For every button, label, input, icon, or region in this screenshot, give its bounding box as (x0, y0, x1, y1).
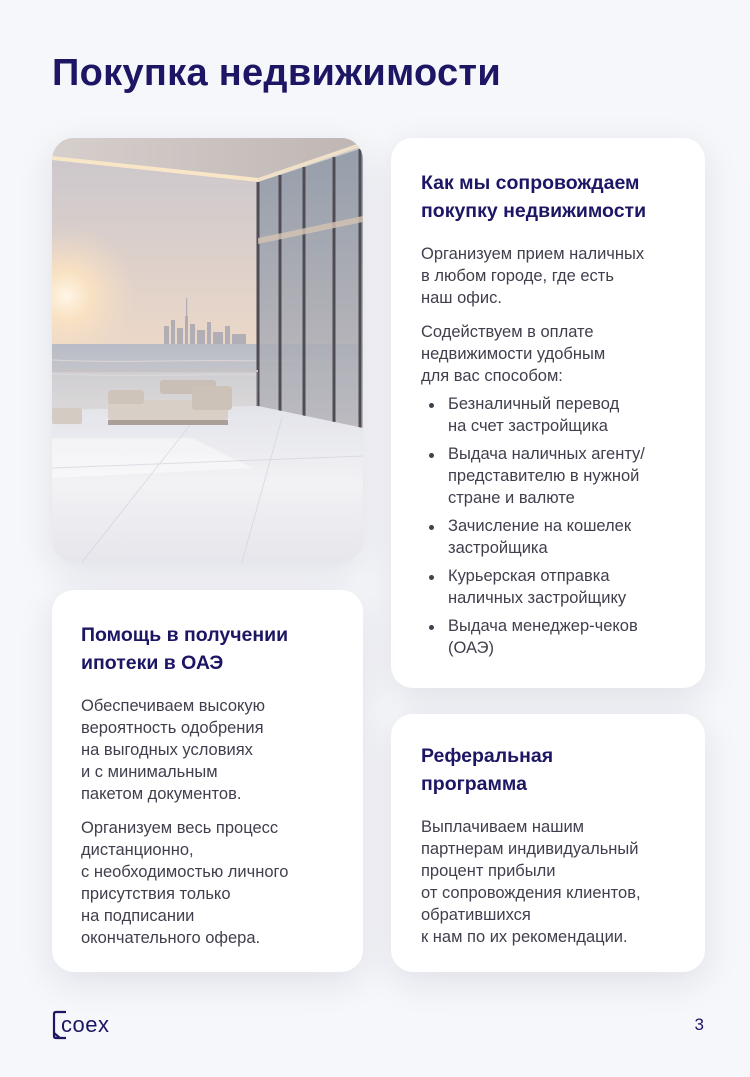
purchase-support-card (391, 138, 705, 688)
mortgage-assistance-card (52, 590, 363, 972)
list-item: Курьерская отправка наличных застройщику (421, 565, 681, 609)
card-paragraph: Обеспечиваем высокую вероятность одобрения на выгодных условиях и с минимальным пакетом документов. (81, 697, 266, 803)
bullet-icon (429, 625, 434, 630)
bullet-icon (429, 575, 434, 580)
card-paragraph: Выплачиваем нашим партнерам индивидуальный процент прибыли от сопровождения клиентов, обратившихся к нам по их рекомендации. (421, 818, 641, 946)
bullet-icon (429, 453, 434, 458)
page-number: 3 (694, 1015, 704, 1034)
card-title: Помощь в получении ипотеки в ОАЭ (81, 624, 289, 674)
card-paragraph: Содействуем в оплате недвижимости удобным для вас способом: (421, 323, 606, 385)
card-title: Реферальная программа (421, 745, 554, 795)
list-item: Безналичный перевод на счет застройщика (421, 393, 681, 437)
penthouse-photo (52, 138, 363, 562)
payment-methods-list (421, 393, 681, 659)
bullet-icon (429, 403, 434, 408)
referral-program-card (391, 714, 705, 972)
page-title: Покупка недвижимости (52, 52, 501, 94)
card-paragraph: Организуем весь процесс дистанционно, с необходимостью личного присутствия только на подписании окончательного офера. (81, 819, 289, 947)
logo-text: coex (61, 1012, 110, 1037)
bullet-icon (429, 525, 434, 530)
card-title: Как мы сопровождаем покупку недвижимости (421, 172, 647, 222)
list-item: Зачисление на кошелек застройщика (421, 515, 681, 559)
list-item: Выдача наличных агенту/ представителю в нужной стране и валюте (421, 443, 681, 509)
list-item: Выдача менеджер-чеков (ОАЭ) (421, 615, 681, 659)
coex-logo (52, 1009, 130, 1041)
card-paragraph: Организуем прием наличных в любом городе, где есть наш офис. (421, 245, 645, 307)
